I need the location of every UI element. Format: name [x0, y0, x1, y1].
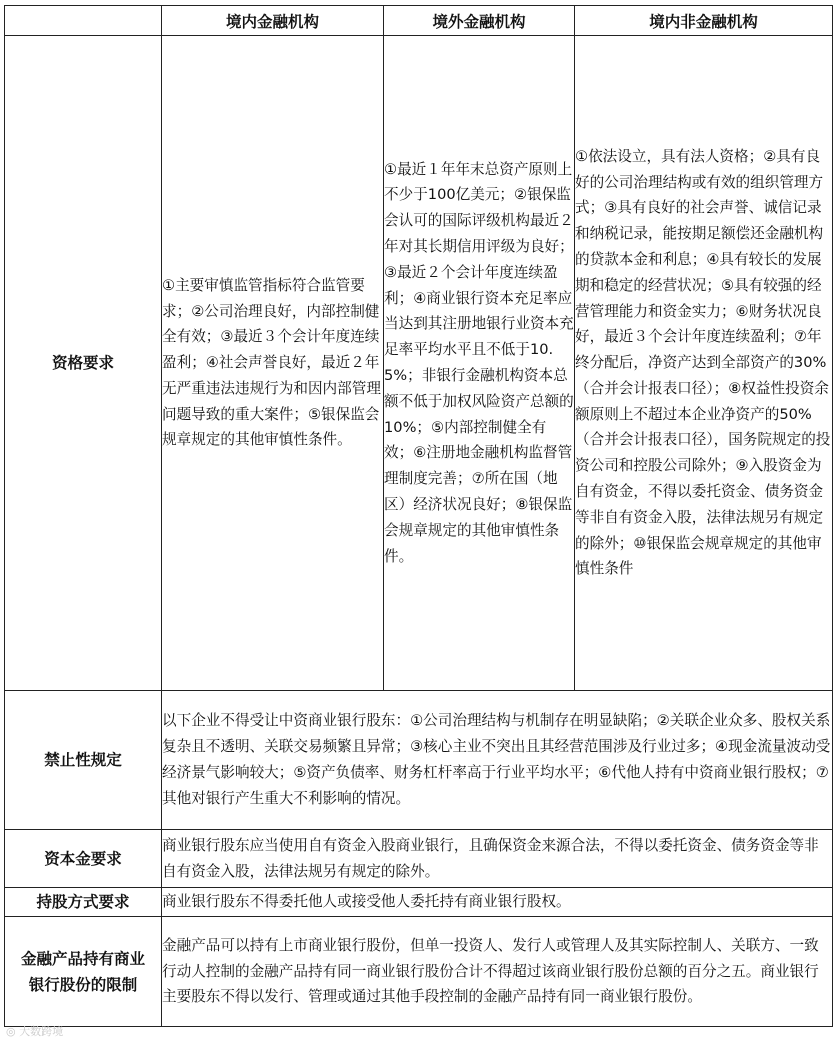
products-row — [5, 917, 833, 1027]
capital-label: 资本金要求 — [5, 830, 162, 888]
header-domestic-financial: 境内金融机构 — [162, 6, 384, 36]
header-overseas-financial: 境外金融机构 — [384, 6, 575, 36]
header-row — [5, 6, 833, 36]
watermark-icon: ◎ — [6, 1025, 16, 1038]
holding-row — [5, 888, 833, 917]
holding-text: 商业银行股东不得委托他人或接受他人委托持有商业银行股权。 — [162, 888, 833, 917]
holding-label: 持股方式要求 — [5, 888, 162, 917]
header-corner — [5, 6, 162, 36]
prohibitive-row — [5, 691, 833, 830]
prohibitive-label: 禁止性规定 — [5, 691, 162, 830]
prohibitive-text: 以下企业不得受让中资商业银行股东：①公司治理结构与机制存在明显缺陷；②关联企业众多、股权关系复杂且不透明、关联交易频繁且异常；③核心主业不突出且其经营范围涉及行业过多；④现金流量波动受经济景气影响较大；⑤资产负债率、财务杠杆率高于行业平均水平；⑥代他人持有中资商业银行股权；⑦其他对银行产生重大不利影响的情况。 — [162, 691, 833, 830]
capital-text: 商业银行股东应当使用自有资金入股商业银行，且确保资金来源合法，不得以委托资金、债务资金等非自有资金入股，法律法规另有规定的除外。 — [162, 830, 833, 888]
watermark-logo — [6, 1023, 63, 1039]
qualification-domestic-nonfinancial: ①依法设立，具有法人资格；②具有良好的公司治理结构或有效的组织管理方式；③具有良好的社会声誉、诚信记录和纳税记录，能按期足额偿还金融机构的贷款本金和利息；④具有较长的发展期和稳定的经营状况；⑤具有较强的经营管理能力和资金实力；⑥财务状况良好，最近３个会计年度连续盈利；⑦年终分配后，净资产达到全部资产的30%（合并会计报表口径）；⑧权益性投资余额原则上不超过本企业净资产的50%（合并会计报表口径），国务院规定的投资公司和控股公司除外；⑨入股资金为自有资金，不得以委托资金、债务资金等非自有资金入股，法律法规另有规定的除外；⑩银保监会规章规定的其他审慎性条件 — [575, 36, 833, 691]
qualification-domestic-financial: ①主要审慎监管指标符合监管要求；②公司治理良好，内部控制健全有效；③最近３个会计年度连续盈利；④社会声誉良好，最近２年无严重违法违规行为和因内部管理问题导致的重大案件；⑤银保监会规章规定的其他审慎性条件。 — [162, 36, 384, 691]
products-text: 金融产品可以持有上市商业银行股份，但单一投资人、发行人或管理人及其实际控制人、关联方、一致行动人控制的金融产品持有同一商业银行股份合计不得超过该商业银行股份总额的百分之五。商业银行主要股东不得以发行、管理或通过其他手段控制的金融产品持有同一商业银行股份。 — [162, 917, 833, 1027]
shareholder-requirements-table — [4, 5, 833, 1027]
products-label: 金融产品持有商业银行股份的限制 — [5, 917, 162, 1027]
qualification-label: 资格要求 — [5, 36, 162, 691]
qualification-row — [5, 36, 833, 691]
watermark-text: 大数跨境 — [19, 1025, 64, 1038]
capital-row — [5, 830, 833, 888]
header-domestic-nonfinancial: 境内非金融机构 — [575, 6, 833, 36]
qualification-overseas-financial: ①最近１年年末总资产原则上不少于100亿美元；②银保监会认可的国际评级机构最近２年对其长期信用评级为良好；③最近２个会计年度连续盈利；④商业银行资本充足率应当达到其注册地银行业资本充足率平均水平且不低于10.5%；非银行金融机构资本总额不低于加权风险资产总额的10%；⑤内部控制健全有效；⑥注册地金融机构监督管理制度完善；⑦所在国（地区）经济状况良好；⑧银保监会规章规定的其他审慎性条件。 — [384, 36, 575, 691]
